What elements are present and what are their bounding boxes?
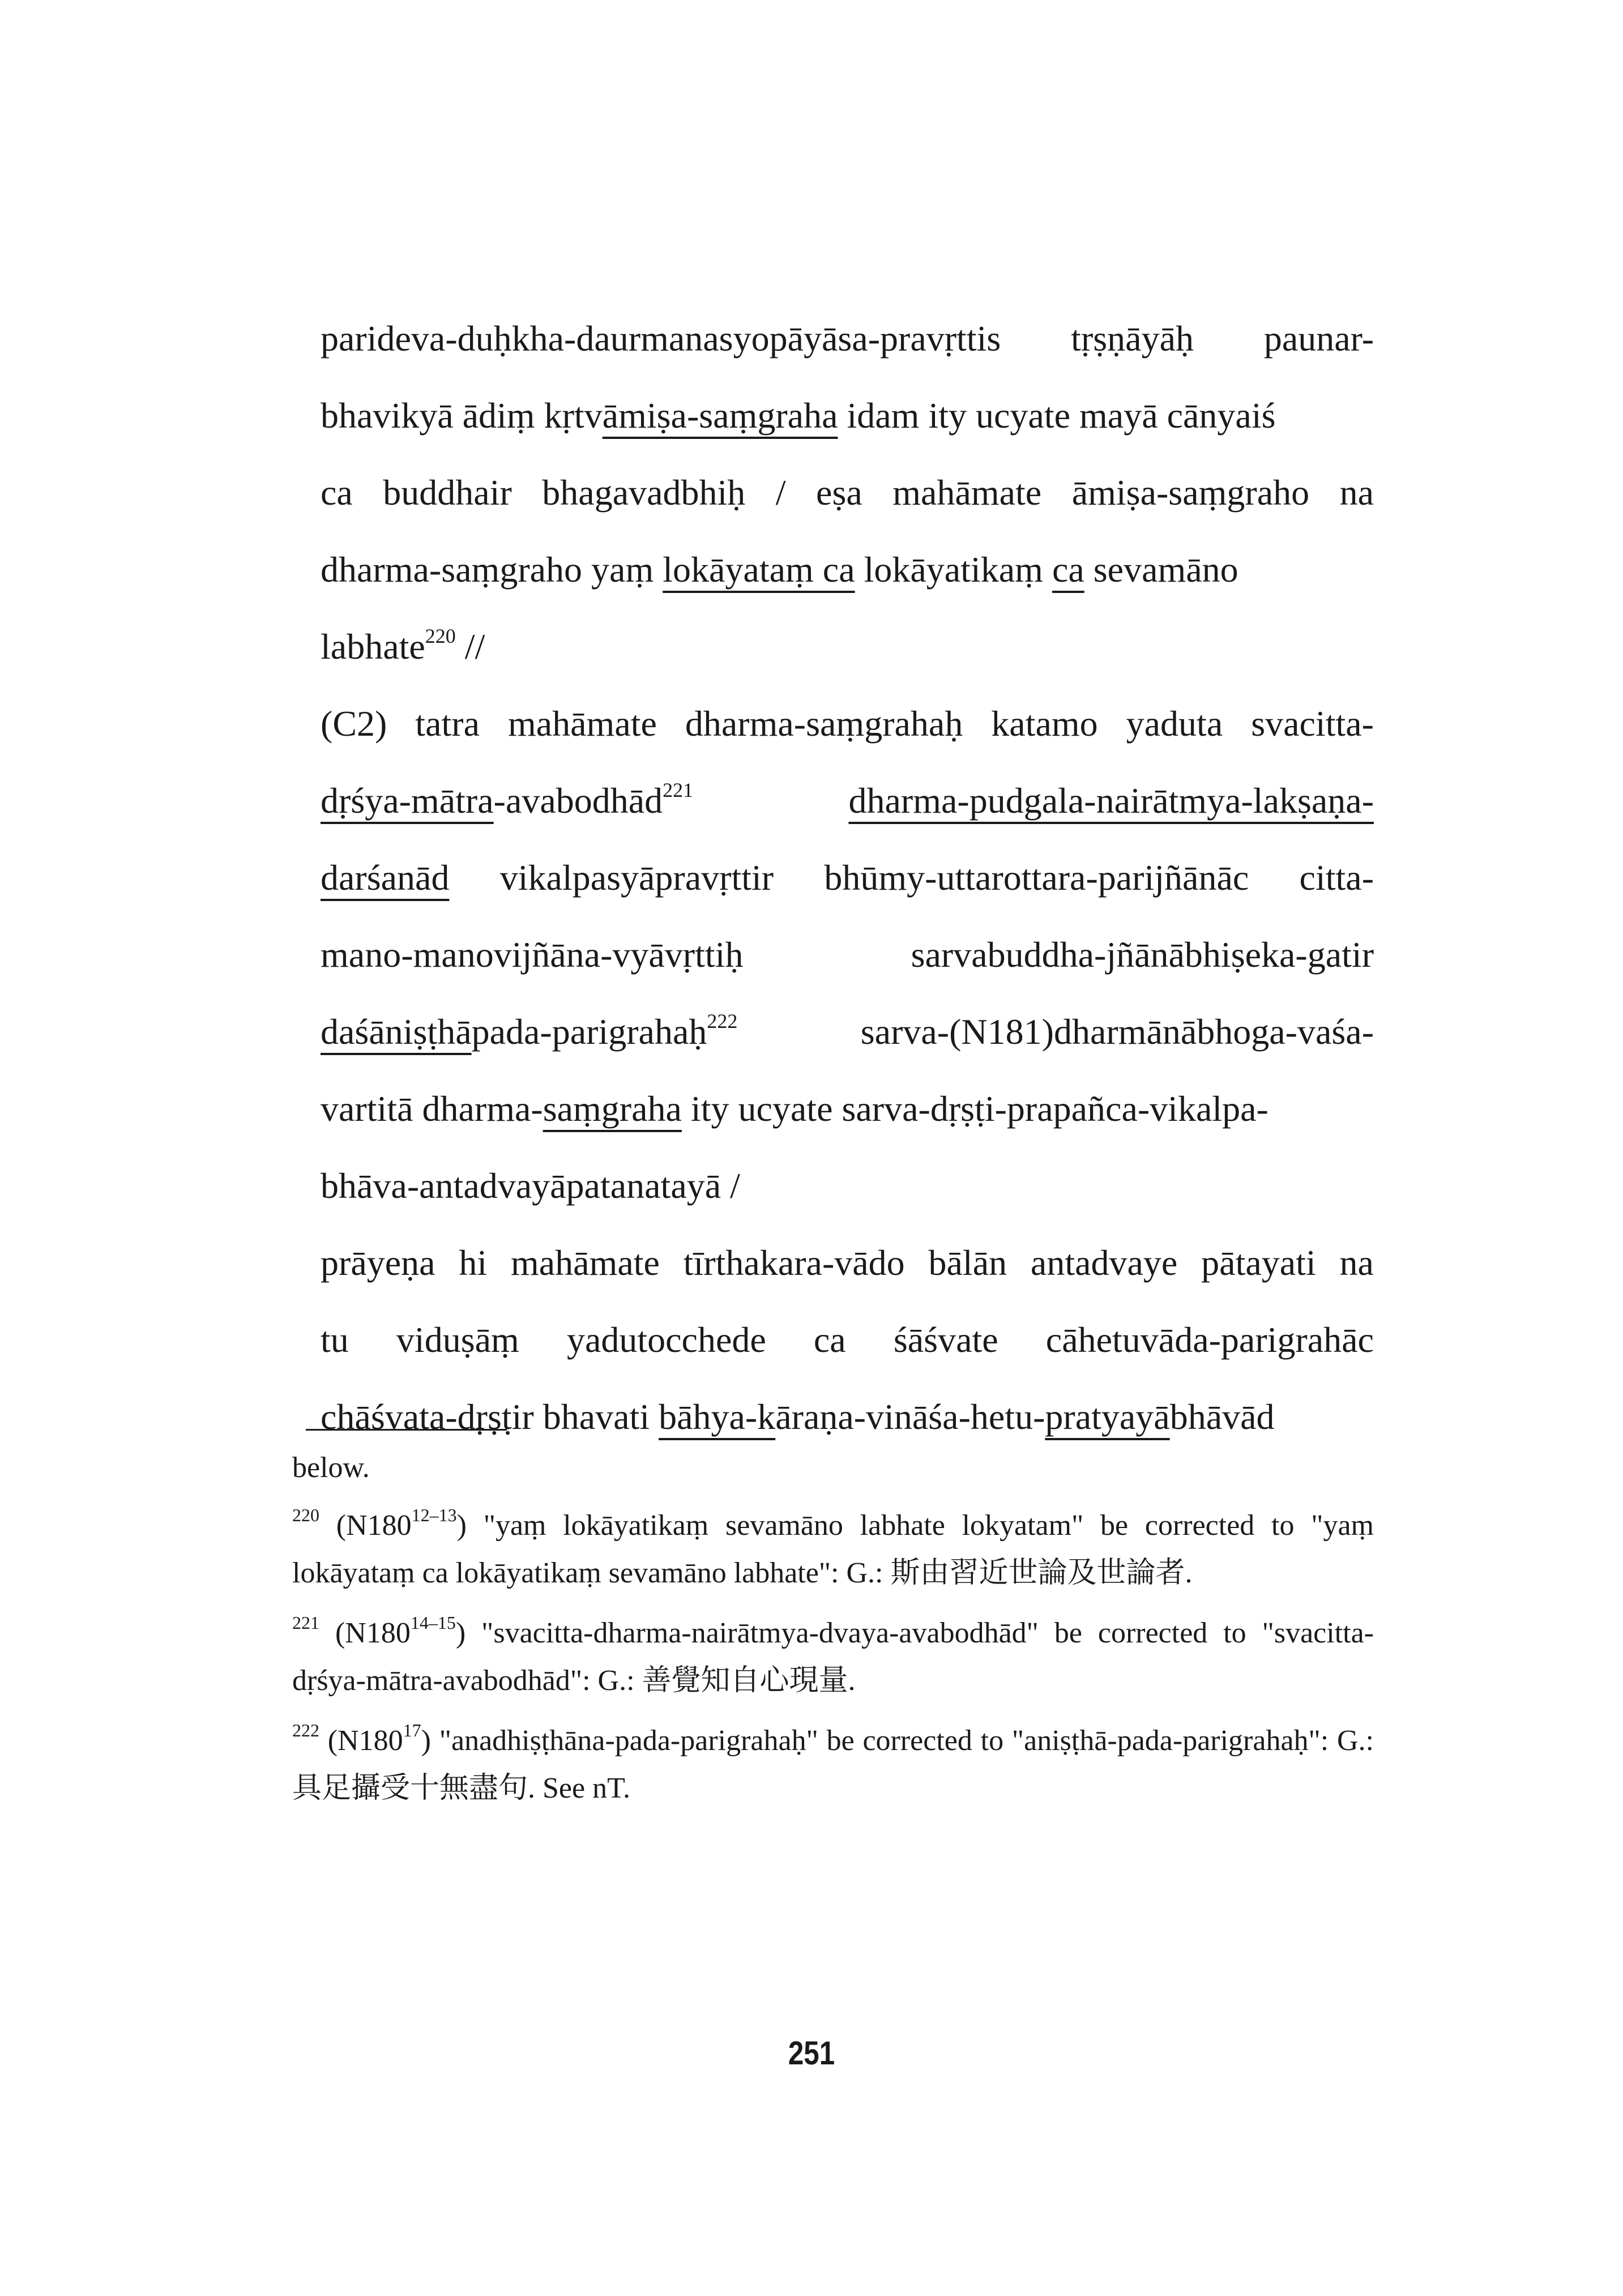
underlined-term: saṃgraha (543, 1089, 682, 1129)
word: parideva-duḥkha-daurmanasyopāyāsa-pravṛttis (321, 318, 1001, 359)
text-line-12 (321, 1147, 1374, 1224)
line-12-text: bhāva-antadvayāpatanatayā / (321, 1166, 740, 1206)
page-number: 251 (788, 2035, 835, 2072)
footnote-continuation: below. (292, 1452, 370, 1484)
footnote-number: 221 (292, 1612, 319, 1633)
word: citta- (1299, 857, 1374, 898)
word: antadvaye (1030, 1243, 1178, 1283)
text-line-7 (321, 762, 1374, 839)
text-line-13 (321, 1224, 1374, 1301)
footnote-221: $^{221}$ (N180$^{14-15}$) "svacitta-dharma-nairātmya-dvaya-avabodhād" be corrected to "svacitta-dṛśya-mātra-avabodhād": G.: 善覺知自心現量. (292, 1612, 1374, 1697)
line-5-text: labhate$^{220}$ // (321, 625, 485, 667)
word: cāhetuvāda-parigrahāc (1045, 1320, 1374, 1360)
text-line-2 (321, 377, 1374, 454)
word: mahāmate (507, 703, 657, 744)
text-line-6 (321, 685, 1374, 762)
word: (C2) (321, 703, 387, 744)
word: tīrthakara-vādo (683, 1243, 905, 1283)
word: bhūmy-uttarottara-parijñānāc (824, 857, 1249, 898)
text-line-8 (321, 839, 1374, 916)
underlined-term: ca (1052, 549, 1084, 590)
text-line-11 (321, 1070, 1374, 1147)
underlined-term: bāhya-k (659, 1397, 776, 1437)
footnote-220: $^{220}$ (N180$^{12-13}$) "yaṃ lokāyatikaṃ sevamāno labhate lokyatam" be corrected to "yaṃ lokāyataṃ ca lokāyatikaṃ sevamāno labhate": G.: 斯由習近世論及世論者. (292, 1505, 1374, 1589)
word: na (1339, 472, 1374, 513)
word: mahāmate (892, 472, 1042, 513)
text-line-4 (321, 531, 1374, 608)
line-4-text: dharma-saṃgraho yaṃ lokāyataṃ ca lokāyatikaṃ ca sevamāno (321, 549, 1238, 590)
word: āmiṣa-saṃgraho (1071, 472, 1310, 513)
word: hi (459, 1243, 488, 1283)
main-text-block (321, 300, 1374, 1456)
line-11-text: vartitā dharma-saṃgraha ity ucyate sarva-dṛṣṭi-prapañca-vikalpa- (321, 1089, 1268, 1129)
word: bālān (928, 1243, 1007, 1283)
word: / (775, 472, 786, 513)
word: mano-manovijñāna-vyāvṛttiḥ (321, 934, 744, 975)
word: prāyeṇa (321, 1243, 435, 1283)
word: buddhair (383, 472, 512, 513)
underlined-term: dṛśya-mātra (321, 780, 494, 821)
line-15-text: chāśvata-dṛṣṭir bhavati bāhya-kāraṇa-vināśa-hetu-pratyayābhāvād (321, 1397, 1275, 1437)
footnote-ref-221: 221 (663, 779, 694, 801)
word: sarva-(N181)dharmānābhoga-vaśa- (860, 1012, 1374, 1052)
word: sarvabuddha-jñānābhiṣeka-gatir (911, 934, 1374, 975)
underlined-term: lokāyataṃ ca (663, 549, 855, 590)
word: dharma-saṃgrahaḥ (685, 703, 963, 744)
word: yadutocchede (566, 1320, 766, 1360)
line-10-left: daśāniṣṭhāpada-parigrahaḥ$^{222}$ (321, 1010, 738, 1052)
underlined-term: pratyayā (1045, 1397, 1170, 1437)
footnote-divider (306, 1429, 507, 1431)
word: na (1339, 1243, 1374, 1283)
text-line-14 (321, 1301, 1374, 1379)
footnote-number: 220 (292, 1505, 319, 1525)
footnote-number: 222 (292, 1720, 319, 1740)
footnote-ref-220: 220 (425, 625, 456, 647)
word: ca (321, 472, 353, 513)
text-line-1 (321, 300, 1374, 377)
underlined-term: dharma-pudgala-nairātmya-lakṣaṇa- (848, 780, 1374, 821)
word: svacitta- (1251, 703, 1374, 744)
word: paunar- (1263, 318, 1374, 359)
text-line-10 (321, 993, 1374, 1070)
text-line-5 (321, 608, 1374, 685)
word: śāśvate (893, 1320, 998, 1360)
line-7-left: dṛśya-mātra-avabodhād$^{221}$ (321, 779, 694, 821)
footnote-222: $^{222}$ $(N180^{17})$ "anadhiṣṭhāna-pada-parigrahaḥ" be corrected to "aniṣṭhā-pada-parigrahaḥ": G.:具足攝受十無盡句. See nT. (292, 1720, 1374, 1804)
word: tu (321, 1320, 349, 1360)
word: viduṣāṃ (396, 1320, 519, 1360)
word: katamo (991, 703, 1098, 744)
word: tatra (415, 703, 480, 744)
word: eṣa (816, 472, 862, 513)
underlined-term: darśanād (321, 857, 450, 898)
footnotes-block (292, 1444, 1374, 1825)
word: bhagavadbhiḥ (542, 472, 746, 513)
text-line-3 (321, 454, 1374, 531)
underlined-term: daśāniṣṭhā (321, 1012, 472, 1052)
underlined-term: āmiṣa-saṃgraha (602, 395, 838, 436)
word: yaduta (1126, 703, 1223, 744)
word: mahāmate (510, 1243, 660, 1283)
word: pātayati (1201, 1243, 1316, 1283)
footnote-ref-222: 222 (707, 1010, 738, 1032)
word: ca (813, 1320, 846, 1360)
word: tṛṣṇāyāḥ (1071, 318, 1194, 359)
word: vikalpasyāpravṛttir (499, 857, 774, 898)
line-2-text: bhavikyā ādiṃ kṛtvāmiṣa-saṃgraha idam ity ucyate mayā cānyaiś (321, 395, 1276, 436)
text-line-9 (321, 916, 1374, 993)
